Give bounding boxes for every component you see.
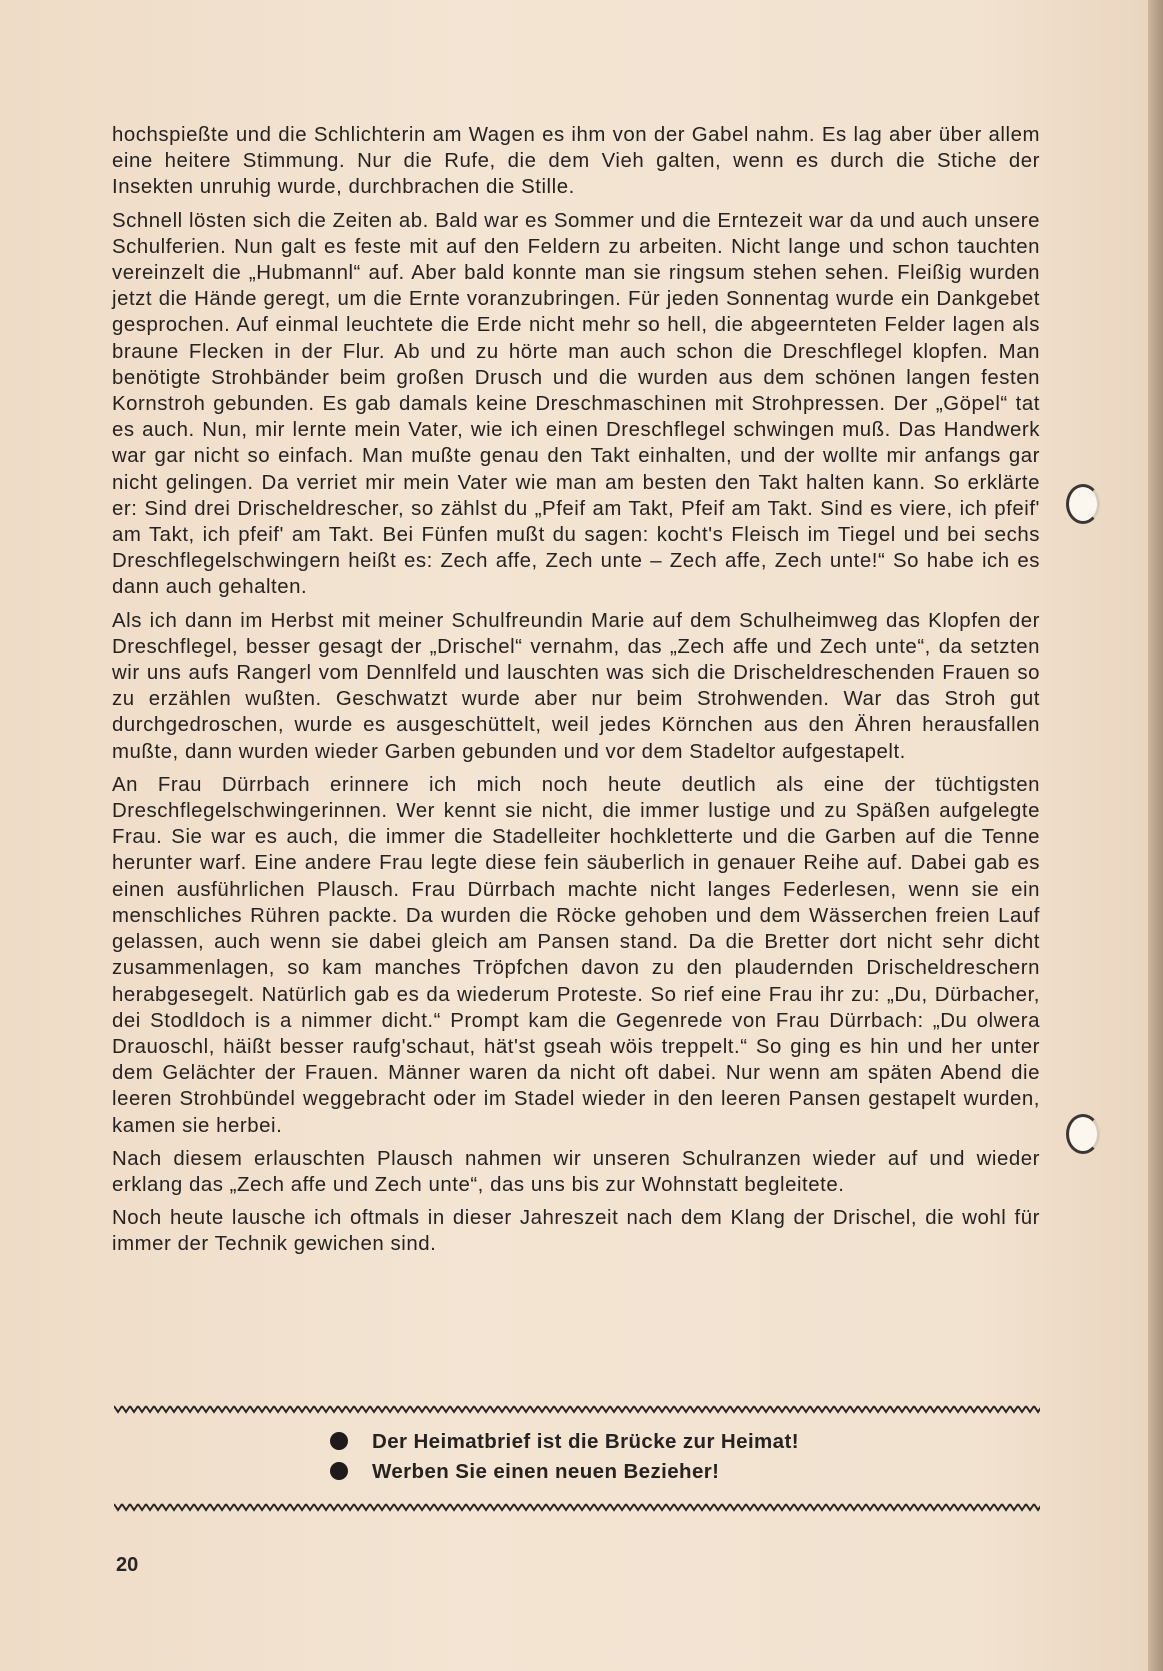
paragraph: Schnell lösten sich die Zeiten ab. Bald war es Sommer und die Erntezeit war da und auch unsere Schulferien. Nun galt es feste mit auf den Feldern zu arbeiten. Nicht lange und schon tauchten vereinzelt die „Hubmannl“ auf. Aber bald konnte man sie ringsum stehen sehen. Fleißig wurden jetzt die Hände geregt, um die Ernte voranzubringen. Für jeden Sonnentag wurde ein Dankgebet gesprochen. Auf einmal leuchtete die Erde nicht mehr so hell, die abgeernteten Felder lagen als braune Flecken in der Flur. Ab und zu hörte man auch schon die Dreschflegel klopfen. Man benötigte Strohbänder beim großen Drusch und die wurden aus dem schönen langen festen Kornstroh gebunden. Es gab damals keine Dreschmaschinen mit Strohpressen. Der „Göpel“ tat es auch. Nun, mir lernte mein Vater, wie ich einen Dreschflegel schwingen muß. Das Handwerk war gar nicht so einfach. Man mußte genau den Takt einhalten, und der wollte mir anfangs gar nicht gelingen. Da verriet mir mein Vater wie man am besten den Takt halten kann. So erklärte er: Sind drei Drischeldrescher, so zählst du „Pfeif am Takt, Pfeif am Takt. Sind es viere, ich pfeif' am Takt, ich pfeif' am Takt. Bei Fünfen mußt du sagen: kocht's Fleisch im Tiegel und bei sechs Dreschflegelschwingern heißt es: Zech affe, Zech unte – Zech affe, Zech unte!“ So habe ich es dann auch gehalten. [112, 209, 1040, 599]
wavy-divider-bottom [114, 1501, 1040, 1513]
paragraph: An Frau Dürrbach erinnere ich mich noch heute deutlich als eine der tüchtigsten Dreschflegelschwingerinnen. Wer kennt sie nicht, die immer lustige und zu Späßen aufgelegte Frau. Sie war es auch, die immer die Stadelleiter hochkletterte und die Garben auf die Tenne herunter warf. Eine andere Frau legte diese fein säuberlich in genauer Reihe auf. Dabei gab es einen ausführlichen Plausch. Frau Dürrbach machte nicht langes Federlesen, wenn sie ein menschliches Rühren packte. Da wurden die Röcke gehoben und dem Wässerchen freien Lauf gelassen, auch wenn sie dabei gleich am Pansen stand. Da die Bretter dort nicht sehr dicht zusammenlagen, so kam manches Tröpfchen davon zu den plaudernden Drischeldreschern herabgesegelt. Natürlich gab es da wiederum Proteste. So rief eine Frau ihr zu: „Du, Dürbacher, dei Stodldoch is a nimmer dicht.“ Prompt kam die Gegenrede von Frau Dürrbach: „Du olwera Drauoschl, häißt besser raufg'schaut, hät'st gseah wöis treppelt.“ So ging es hin und her unter dem Gelächter der Frauen. Männer waren da nicht oft dabei. Nur wenn am späten Abend die leeren Strohbündel weggebracht oder im Stadel wieder in den leeren Pansen gestapelt wurden, kamen sie herbei. [112, 773, 1040, 1137]
punch-hole [1066, 1114, 1100, 1154]
wavy-divider-top [114, 1403, 1040, 1415]
page-spine [1148, 0, 1163, 1671]
slogan-item [330, 1457, 799, 1487]
paragraph: Noch heute lausche ich oftmals in dieser Jahreszeit nach dem Klang der Drischel, die wohl für immer der Technik gewichen sind. [112, 1207, 1040, 1256]
punch-hole [1066, 484, 1100, 524]
slogan-text: Werben Sie einen neuen Bezieher! [372, 1460, 720, 1483]
slogan-list [330, 1427, 799, 1487]
article-body [112, 122, 1040, 1265]
bullet-icon [330, 1462, 348, 1480]
paragraph: Nach diesem erlauschten Plausch nahmen wir unseren Schulranzen wieder auf und wieder erklang das „Zech affe und Zech unte“, das uns bis zur Wohnstatt begleitete. [112, 1147, 1040, 1196]
page-number: 20 [116, 1554, 139, 1576]
slogan-text: Der Heimatbrief ist die Brücke zur Heimat! [372, 1430, 799, 1453]
slogan-item [330, 1427, 799, 1457]
bullet-icon [330, 1432, 348, 1450]
paragraph: Als ich dann im Herbst mit meiner Schulfreundin Marie auf dem Schulheimweg das Klopfen der Dreschflegel, besser gesagt der „Drischel“ vernahm, das „Zech affe und Zech unte“, da setzten wir uns aufs Rangerl vom Dennlfeld und lauschten was sich die Drischeldreschenden Frauen so zu erzählen wußten. Geschwatzt wurde aber nur beim Strohwenden. War das Stroh gut durchgedroschen, wurde es ausgeschüttelt, weil jedes Körnchen aus den Ähren herausfallen mußte, dann wurden wieder Garben gebunden und vor dem Stadeltor aufgestapelt. [112, 609, 1040, 763]
paragraph: hochspießte und die Schlichterin am Wagen es ihm von der Gabel nahm. Es lag aber über allem eine heitere Stimmung. Nur die Rufe, die dem Vieh galten, wenn es durch die Stiche der Insekten unruhig wurde, durchbrachen die Stille. [112, 124, 1040, 199]
